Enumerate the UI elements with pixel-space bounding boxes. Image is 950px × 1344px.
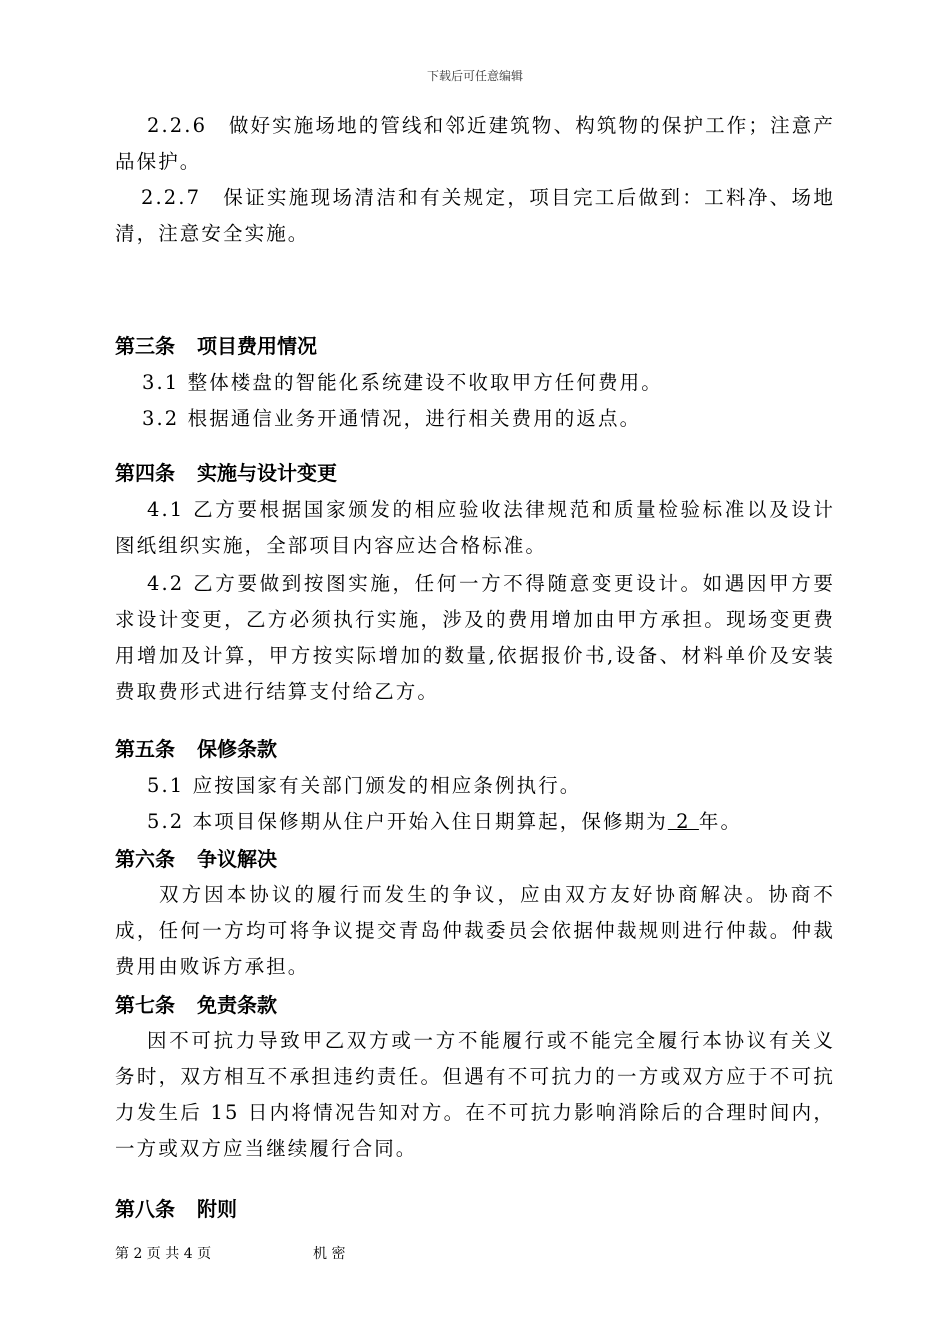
article-title: 项目费用情况: [197, 334, 317, 358]
clause-2-2-6: 2.2.6 做好实施场地的管线和邻近建筑物、构筑物的保护工作；注意产品保护。: [115, 114, 835, 173]
article-title: 保修条款: [197, 737, 277, 761]
warranty-years: 2: [667, 810, 699, 833]
article-number: 第五条: [115, 737, 175, 761]
clause-5-2-suffix: 年。: [698, 810, 743, 833]
article-number: 第八条: [115, 1197, 175, 1221]
article-number: 第六条: [115, 847, 175, 871]
clause-3-1: 3.1 整体楼盘的智能化系统建设不收取甲方任何费用。: [142, 371, 663, 394]
clause-5-2-text: 5.2 本项目保修期从住户开始入住日期算起，保修期为: [147, 810, 668, 833]
article-8-heading: [115, 1191, 237, 1227]
clause-5-1: 5.1 应按国家有关部门颁发的相应条例执行。: [147, 774, 582, 797]
clause-2-2-7: 2.2.7 保证实施现场清洁和有关规定，项目完工后做到：工料净、场地清，注意安全实施。: [115, 186, 835, 245]
clause-4-1: 4.1 乙方要根据国家颁发的相应验收法律规范和质量检验标准以及设计图纸组织实施，全部项目内容应达合格标准。: [115, 498, 835, 557]
article-number: 第七条: [115, 993, 175, 1017]
page-number: 第 2 页 共 4 页: [115, 1246, 212, 1262]
confidential-label: 机 密: [313, 1246, 346, 1262]
article-7-heading: [115, 987, 277, 1023]
article-6-heading: [115, 841, 277, 877]
article-3-heading: [115, 328, 317, 364]
header-note: 下载后可任意编辑: [426, 69, 523, 83]
article-number: 第三条: [115, 334, 175, 358]
clause-4-2: 4.2 乙方要做到按图实施，任何一方不得随意变更设计。如遇因甲方要求设计变更，乙方必须执行实施，涉及的费用增加由甲方承担。现场变更费用增加及计算，甲方按实际增加的数量,依据报价书,设备、材料单价及安装费取费形式进行结算支付给乙方。: [115, 572, 835, 703]
clause-5-2: [147, 804, 742, 840]
article-title: 争议解决: [197, 847, 277, 871]
article-title: 实施与设计变更: [197, 461, 337, 485]
article-title: 免责条款: [197, 993, 277, 1017]
clause-3-2: 3.2 根据通信业务开通情况，进行相关费用的返点。: [142, 407, 642, 430]
clause-6-text: 双方因本协议的履行而发生的争议，应由双方友好协商解决。协商不成，任何一方均可将争议提交青岛仲裁委员会依据仲裁规则进行仲裁。仲裁费用由败诉方承担。: [115, 883, 835, 978]
article-number: 第四条: [115, 461, 175, 485]
clause-7-text: 因不可抗力导致甲乙双方或一方不能履行或不能完全履行本协议有关义务时，双方相互不承担违约责任。但遇有不可抗力的一方或双方应于不可抗力发生后 15 日内将情况告知对方。在不可抗力影响消除后的合理时间内，一方或双方应当继续履行合同。: [115, 1029, 835, 1160]
article-title: 附则: [197, 1197, 237, 1221]
article-4-heading: [115, 455, 337, 491]
article-5-heading: [115, 731, 277, 767]
